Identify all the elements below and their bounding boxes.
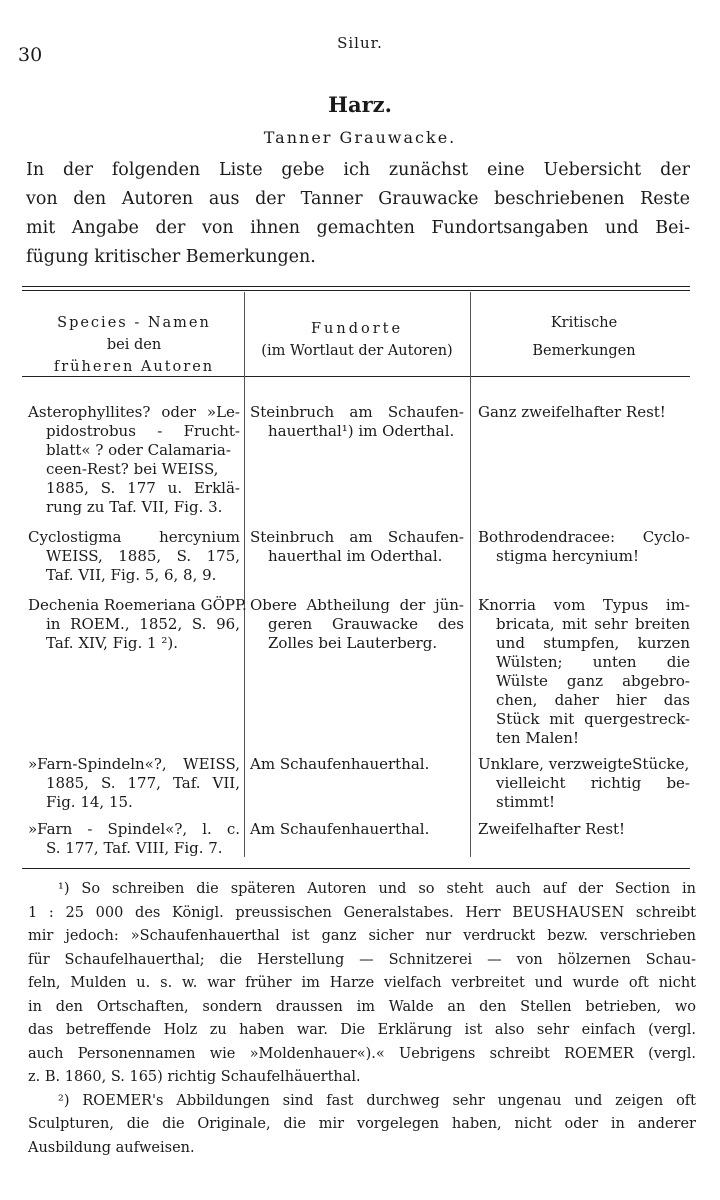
cell-line: Unklare, verzweigteStücke, [478, 755, 690, 773]
cell-line: in ROEM., 1852, S. 96, [46, 615, 240, 633]
cell-line: blatt« ? oder Calamaria- [46, 441, 231, 459]
header-species [28, 312, 240, 378]
running-head: Silur. [337, 34, 383, 52]
cell-line: »Farn - Spindel«?, l. c. [28, 820, 240, 838]
table-row-fundort [250, 820, 464, 839]
cell-line: Stück mit quergestreck- [496, 710, 690, 728]
header-fundorte-line: Fundorte [310, 321, 404, 337]
table-row-species [28, 528, 240, 585]
intro-line: von den Autoren aus der Tanner Grauwacke beschriebenen Reste [26, 189, 690, 209]
cell-line: ceen-Rest? bei WEISS, [46, 460, 219, 478]
cell-line: Obere Abtheilung der jün- [250, 596, 464, 614]
cell-line: Am Schaufenhauerthal. [250, 820, 430, 838]
section-subheading: Tanner Grauwacke. [263, 128, 457, 147]
cell-line: Taf. VII, Fig. 5, 6, 8, 9. [46, 566, 217, 584]
cell-line: bricata, mit sehr breiten [496, 615, 690, 633]
cell-line: rung zu Taf. VII, Fig. 3. [46, 498, 223, 516]
cell-line: Steinbruch am Schaufen- [250, 528, 464, 546]
intro-line: fügung kritischer Bemerkungen. [26, 247, 316, 267]
header-fundorte [250, 318, 464, 362]
footnote-line: feln, Mulden u. s. w. war früher im Harze vielfach verbreitet und wurde oft nicht [28, 975, 696, 991]
header-species-line: bei den [106, 337, 162, 353]
cell-line: Ganz zweifelhafter Rest! [478, 403, 666, 421]
cell-line: Knorria vom Typus im- [478, 596, 690, 614]
cell-line: S. 177, Taf. VIII, Fig. 7. [46, 839, 223, 857]
cell-line: Taf. XIV, Fig. 1 ²). [46, 634, 178, 652]
cell-line: stimmt! [496, 793, 556, 811]
cell-line: hauerthal¹) im Oderthal. [268, 422, 455, 440]
footnote-line: z. B. 1860, S. 165) richtig Schaufelhäuerthal. [28, 1069, 361, 1085]
footnote-line: 1 : 25 000 des Königl. preussischen Generalstabes. Herr BEUSHAUSEN schreibt [28, 904, 696, 921]
cell-line: Steinbruch am Schaufen- [250, 403, 464, 421]
table-row-species [28, 755, 240, 812]
table-row-species [28, 403, 240, 517]
cell-line: »Farn-Spindeln«?, WEISS, [28, 755, 240, 773]
table-top-rule [22, 286, 690, 287]
footnote-line: mir jedoch: »Schaufenhauerthal ist ganz sicher nur verdruckt bezw. verschrieben [28, 928, 696, 944]
cell-line: 1885, S. 177, Taf. VII, [46, 774, 240, 792]
header-species-line: Species - Namen [57, 315, 211, 331]
footnote-line: Ausbildung aufweisen. [28, 1139, 195, 1156]
cell-line: vielleicht richtig be- [496, 774, 690, 792]
footnote-rule [22, 868, 690, 869]
section-heading: Harz. [328, 92, 392, 117]
table-row-fundort [250, 596, 464, 653]
table-row-bemerkung [478, 403, 690, 422]
table-row-fundort [250, 755, 464, 774]
cell-line: Asterophyllites? oder »Le- [28, 403, 240, 421]
cell-line: Wülsten; unten die [496, 653, 690, 671]
header-fundorte-line: (im Wortlaut der Autoren) [261, 343, 453, 359]
cell-line: ten Malen! [496, 729, 579, 747]
cell-line: hauerthal im Oderthal. [268, 547, 443, 565]
cell-line: WEISS, 1885, S. 175, [46, 547, 240, 565]
cell-line: Zweifelhafter Rest! [478, 820, 626, 838]
cell-line: und stumpfen, kurzen [496, 634, 690, 652]
footnote-line: für Schaufelhauerthal; die Herstellung — Schnitzerei — von hölzernen Schau- [28, 951, 696, 968]
table-row-fundort [250, 528, 464, 566]
header-bemerkungen-line: Bemerkungen [532, 343, 636, 359]
footnote-line: ²) ROEMER's Abbildungen sind fast durchweg sehr ungenau und zeigen oft [58, 1092, 696, 1109]
cell-line: Cyclostigma hercynium [28, 528, 240, 546]
table-row-fundort [250, 403, 464, 441]
table-row-bemerkung [478, 820, 690, 839]
cell-line: pidostrobus - Frucht- [46, 422, 240, 440]
cell-line: geren Grauwacke des [268, 615, 464, 633]
cell-line: Zolles bei Lauterberg. [268, 634, 438, 652]
header-species-line: früheren Autoren [53, 359, 215, 375]
footnote-line: ¹) So schreiben die späteren Autoren und so steht auch auf der Section in [58, 881, 696, 897]
intro-line: In der folgenden Liste gebe ich zunächst eine Uebersicht der [26, 160, 690, 180]
table-top-rule-double [22, 290, 690, 291]
footnotes [28, 878, 696, 1160]
table-row-bemerkung [478, 528, 690, 566]
table-column-divider [244, 292, 245, 857]
table-column-divider [470, 292, 471, 857]
footnote-line: das betreffende Holz zu haben war. Die Erklärung ist also sehr einfach (vergl. [28, 1022, 696, 1038]
page-number: 30 [18, 44, 43, 66]
header-bemerkungen [478, 312, 690, 362]
cell-line: Fig. 14, 15. [46, 793, 133, 811]
cell-line: 1885, S. 177 u. Erklä- [46, 479, 240, 497]
intro-line: mit Angabe der von ihnen gemachten Fundortsangaben und Bei- [26, 218, 690, 238]
footnote-line: Sculpturen, die die Originale, die mir vorgelegen haben, nicht oder in anderer [28, 1116, 696, 1132]
footnote-line: auch Personennamen wie »Moldenhauer«).« Uebrigens schreibt ROEMER (vergl. [28, 1045, 696, 1062]
cell-line: Wülste ganz abgebro- [496, 672, 690, 690]
table-row-bemerkung [478, 596, 690, 748]
cell-line: Am Schaufenhauerthal. [250, 755, 430, 773]
footnote-line: in den Ortschaften, sondern draussen im Walde an den Stellen betrieben, wo [28, 998, 696, 1015]
cell-line: Bothrodendracee: Cyclo- [478, 528, 690, 546]
header-bemerkungen-line: Kritische [550, 315, 618, 331]
cell-line: Dechenia Roemeriana GÖPP. [28, 596, 247, 614]
table-row-bemerkung [478, 755, 690, 812]
table-row-species [28, 596, 247, 653]
intro-paragraph [26, 156, 690, 272]
cell-line: stigma hercynium! [496, 547, 640, 565]
table-row-species [28, 820, 240, 858]
cell-line: chen, daher hier das [496, 691, 690, 709]
